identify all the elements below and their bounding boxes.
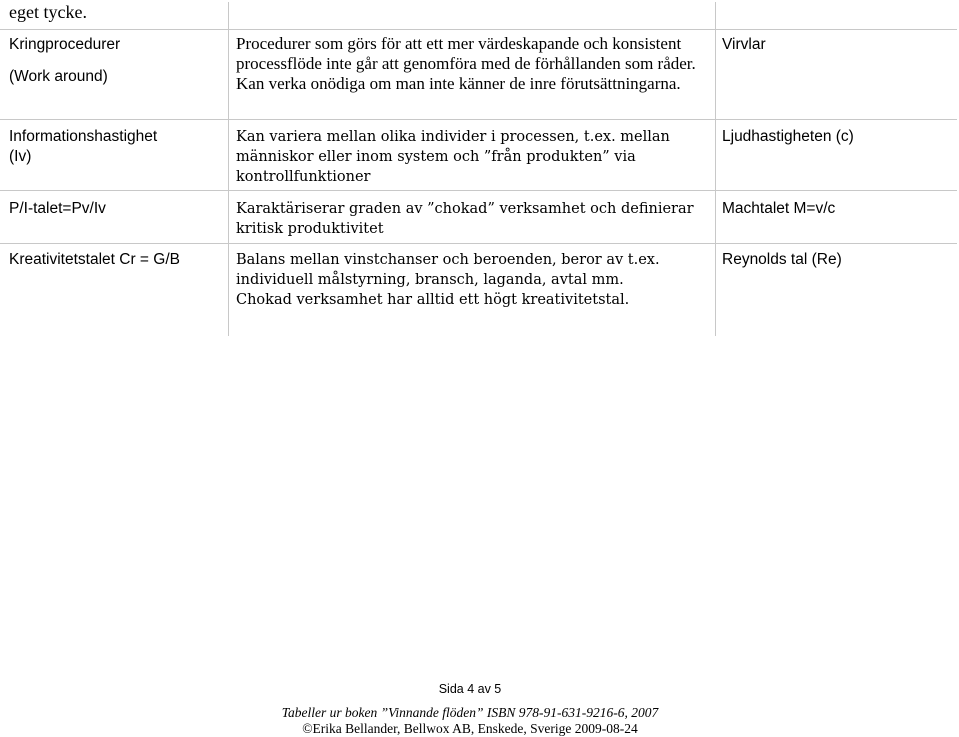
table-row-divider <box>0 119 957 120</box>
term-label: P/I-talet=Pv/Iv <box>9 200 106 217</box>
table-row-description: Balans mellan vinstchanser och beroenden, beror av t.ex. individuell målstyrning, bransch, laganda, avtal mm. Chokad verksamhet har alltid ett högt kreativitetstal. <box>236 252 660 308</box>
table-row-analogy: Reynolds tal (Re) <box>722 251 842 268</box>
footer-book-reference: Tabeller ur boken ”Vinnande flöden” ISBN 978-91-631-9216-6, 2007 <box>281 705 659 720</box>
term-label: Kreativitetstalet Cr = G/B <box>9 251 180 268</box>
table-top-border <box>0 29 957 30</box>
table-row-analogy: Ljudhastigheten (c) <box>722 128 854 145</box>
table-row-description: Kan variera mellan olika individer i processen, t.ex. mellan människor eller inom system och ”från produkten” via kontrollfunktioner <box>236 129 670 185</box>
table-row-term <box>9 35 214 87</box>
table-column-divider <box>715 2 716 336</box>
term-label: (Iv) <box>9 148 32 165</box>
table-row-divider <box>0 190 957 191</box>
table-row-description: Karaktäriserar graden av ”chokad” verksamhet och definierar kritisk produktivitet <box>236 201 694 237</box>
term-label: Kringprocedurer <box>9 36 121 53</box>
table-row-divider <box>0 243 957 244</box>
table-row-analogy: Virvlar <box>722 36 766 53</box>
table-row-term <box>9 127 214 167</box>
table-row-analogy: Machtalet M=v/c <box>722 200 836 217</box>
term-label: (Work around) <box>9 68 108 85</box>
table-row-term <box>9 250 194 270</box>
table-row-term <box>9 199 214 219</box>
table-row-description: Procedurer som görs för att ett mer värdeskapande och konsistent processflöde inte går att genomföra med de förhållanden som råder. Kan verka onödiga om man inte känner de inre förutsättningarna. <box>236 34 696 93</box>
footer-copyright: ©Erika Bellander, Bellwox AB, Enskede, Sverige 2009-08-24 <box>302 721 638 736</box>
page-number: Sida 4 av 5 <box>438 682 502 696</box>
continued-text: eget tycke. <box>9 2 87 22</box>
term-label: Informationshastighet <box>9 128 158 145</box>
table-column-divider <box>228 2 229 336</box>
